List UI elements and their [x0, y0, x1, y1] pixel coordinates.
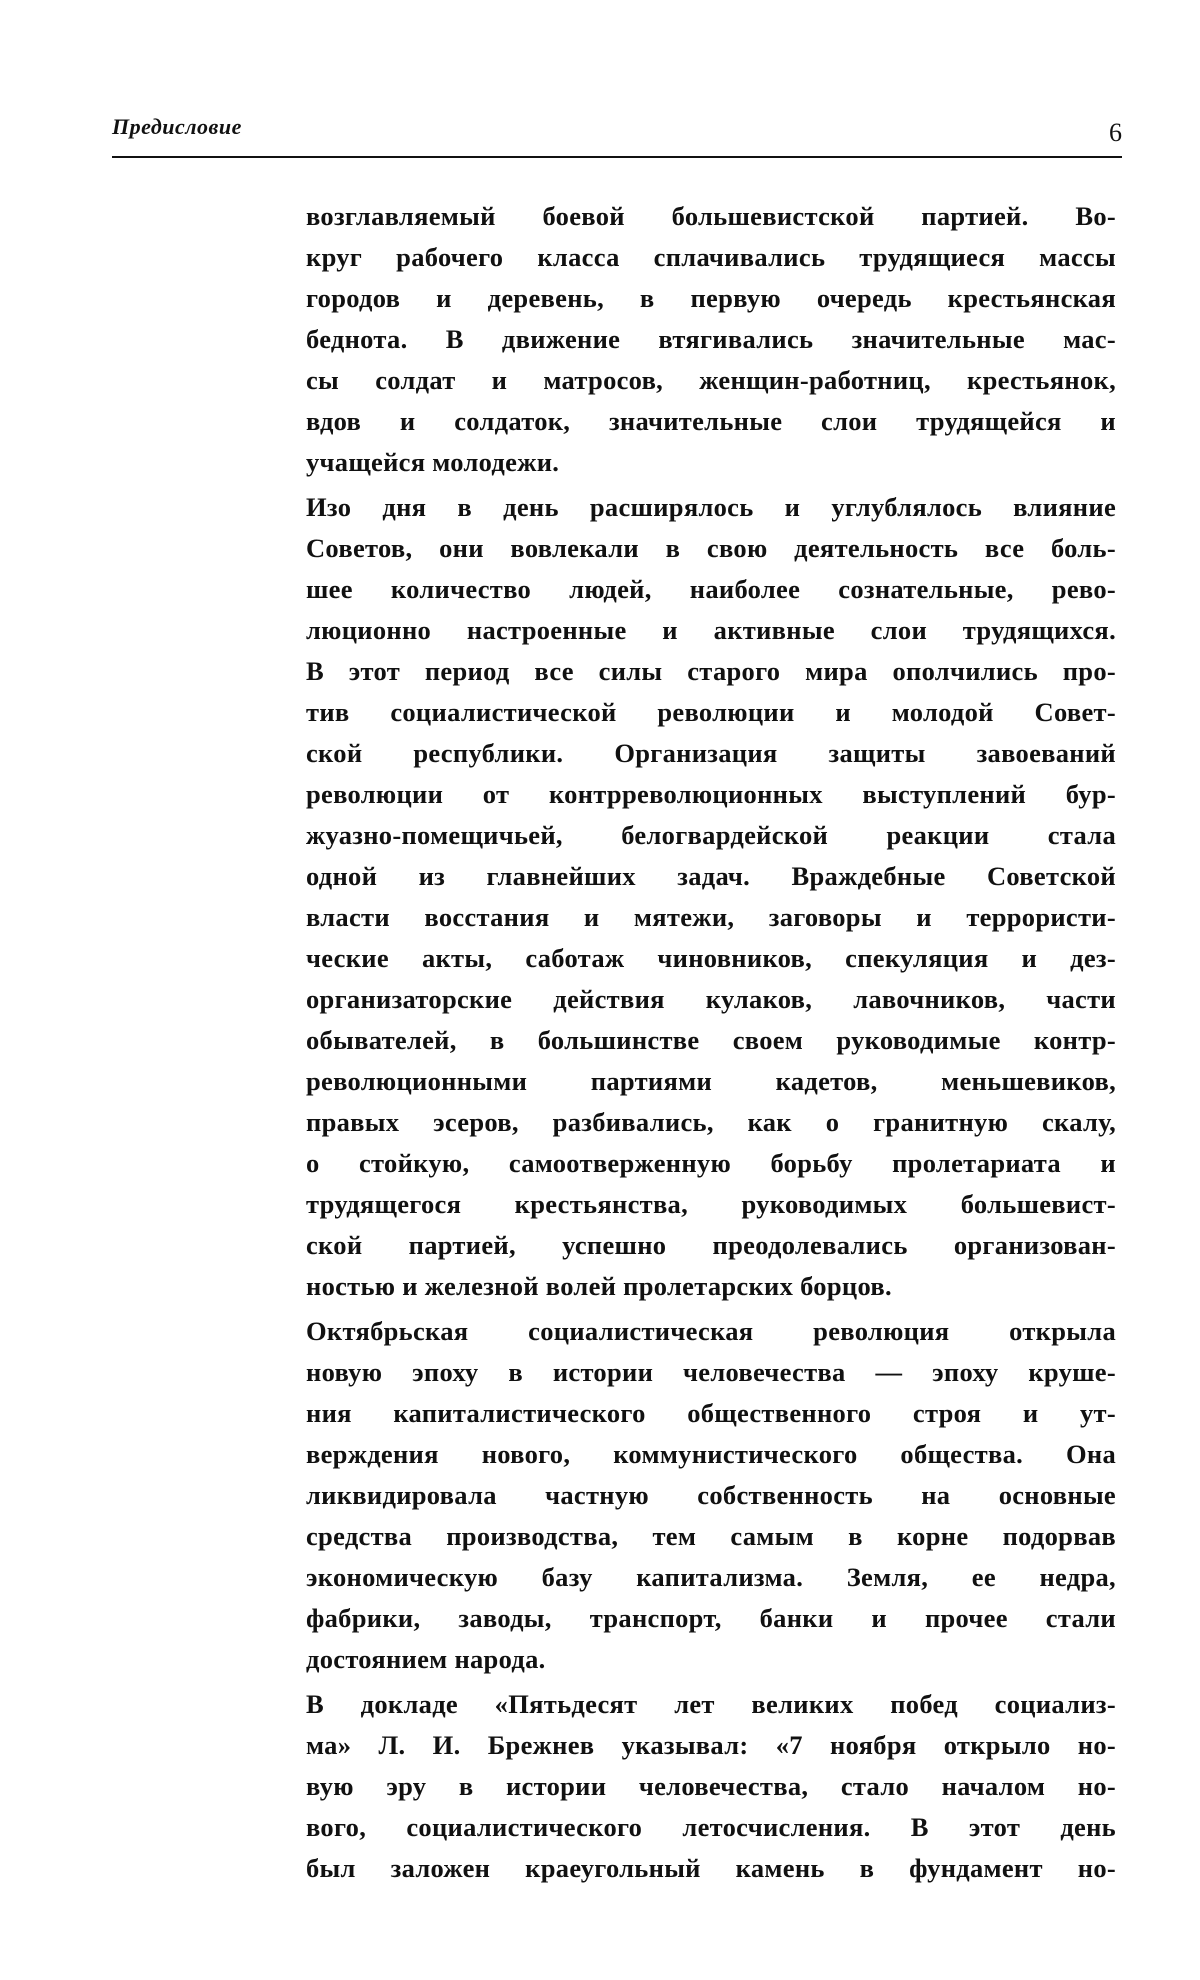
text-line: революции от контрреволюционных выступлений бур-: [306, 779, 1116, 809]
text-line: ской республики. Организация защиты завоеваний: [306, 738, 1116, 768]
text-line: одной из главнейших задач. Враждебные Советской: [306, 861, 1116, 891]
text-line: возглавляемый боевой большевистской партией. Во-: [306, 201, 1116, 231]
text-line: обывателей, в большинстве своем руководимые контр-: [306, 1025, 1116, 1055]
text-line: фабрики, заводы, транспорт, банки и прочее стали: [306, 1603, 1116, 1633]
text-line: ликвидировала частную собственность на основные: [306, 1480, 1116, 1510]
text-line: ния капиталистического общественного строя и ут-: [306, 1398, 1116, 1428]
text-line: верждения нового, коммунистического общества. Она: [306, 1439, 1116, 1469]
text-line: круг рабочего класса сплачивались трудящиеся массы: [306, 242, 1116, 272]
text-line: Советов, они вовлекали в свою деятельность все боль-: [306, 533, 1116, 563]
text-line: тив социалистической революции и молодой Совет-: [306, 697, 1116, 727]
text-line: ма» Л. И. Брежнев указывал: «7 ноября открыло но-: [306, 1730, 1116, 1760]
page-number: 6: [1109, 118, 1122, 147]
text-line: ской партией, успешно преодолевались организован-: [306, 1230, 1116, 1260]
running-title: Предисловие: [112, 114, 242, 139]
text-line: новую эпоху в истории человечества — эпоху круше-: [306, 1357, 1116, 1387]
text-line: городов и деревень, в первую очередь крестьянская: [306, 283, 1116, 313]
text-line: власти восстания и мятежи, заговоры и террористи-: [306, 902, 1116, 932]
text-line: Октябрьская социалистическая революция открыла: [306, 1316, 1116, 1346]
body-text: [306, 196, 1116, 1889]
text-line: революционными партиями кадетов, меньшевиков,: [306, 1066, 1116, 1096]
text-line: достоянием народа.: [306, 1644, 546, 1674]
text-line: жуазно-помещичьей, белогвардейской реакции стала: [306, 820, 1116, 850]
text-line: В этот период все силы старого мира ополчились про-: [306, 656, 1116, 686]
text-line: Изо дня в день расширялось и углублялось влияние: [306, 492, 1116, 522]
running-header: [112, 108, 1122, 158]
text-line: правых эсеров, разбивались, как о гранитную скалу,: [306, 1107, 1116, 1137]
text-line: вдов и солдаток, значительные слои трудящейся и: [306, 406, 1116, 436]
text-line: сы солдат и матросов, женщин-работниц, крестьянок,: [306, 365, 1116, 395]
paragraph: [306, 196, 1116, 483]
text-line: трудящегося крестьянства, руководимых большевист-: [306, 1189, 1116, 1219]
text-line: люционно настроенные и активные слои трудящихся.: [306, 615, 1116, 645]
text-line: экономическую базу капитализма. Земля, ее недра,: [306, 1562, 1116, 1592]
paragraph: [306, 1684, 1116, 1889]
text-line: ческие акты, саботаж чиновников, спекуляция и дез-: [306, 943, 1116, 973]
text-line: был заложен краеугольный камень в фундамент но-: [306, 1853, 1116, 1883]
text-line: вого, социалистического летосчисления. В этот день: [306, 1812, 1116, 1842]
text-line: учащейся молодежи.: [306, 447, 560, 477]
text-line: беднота. В движение втягивались значительные мас-: [306, 324, 1116, 354]
paragraph: [306, 487, 1116, 1307]
text-line: средства производства, тем самым в корне подорвав: [306, 1521, 1116, 1551]
text-line: организаторские действия кулаков, лавочников, части: [306, 984, 1116, 1014]
text-line: вую эру в истории человечества, стало началом но-: [306, 1771, 1116, 1801]
text-line: ностью и железной волей пролетарских борцов.: [306, 1271, 892, 1301]
text-line: шее количество людей, наиболее сознательные, рево-: [306, 574, 1116, 604]
text-line: о стойкую, самоотверженную борьбу пролетариата и: [306, 1148, 1116, 1178]
paragraph: [306, 1311, 1116, 1680]
text-line: В докладе «Пятьдесят лет великих побед социализ-: [306, 1689, 1116, 1719]
